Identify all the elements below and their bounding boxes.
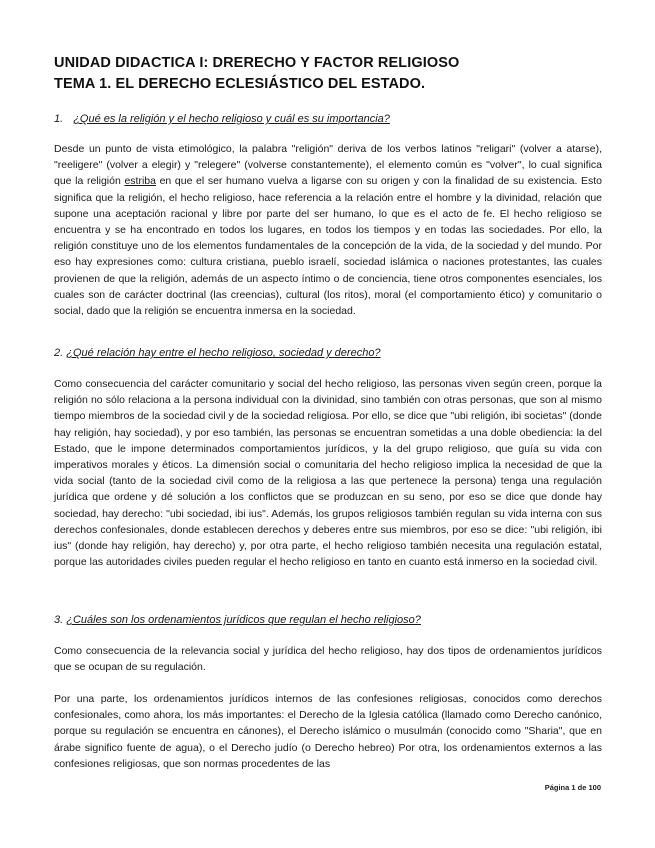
topic-title: TEMA 1. EL DERECHO ECLESIÁSTICO DEL ESTADO. [54,76,426,92]
section-question-1 [54,113,602,125]
paragraph-religion-definition [54,141,602,319]
section-number: 2. [54,347,64,359]
paragraph-legal-orders-intro: Como consecuencia de la relevancia social y jurídica del hecho religioso, hay dos tipos de ordenamientos jurídicos que se ocupan de su regulación. [54,645,602,674]
section-number: 1. [54,113,64,125]
section-number: 3. [54,614,64,626]
underlined-word: estriba [124,175,156,188]
paragraph-society-law: Como consecuencia del carácter comunitario y social del hecho religioso, las personas viven según creen, porque la religión no sólo relaciona a la persona individual con la divinidad, sino también con otras personas, que son al mismo tiempo miembros de la sociedad civil y de la sociedad religiosa. Por ello, se dice que "ubi religión, ibi societas" (donde hay religión, hay sociedad), y por eso también, las personas se encuentran sometidas a una doble obediencia: la del Estado, que le impone determinados comportamientos jurídicos, y la del grupo religioso, que guía su vida con imperativos morales y éticos. La dimensión social o comunitaria del hecho religioso implica la necesidad de que la vida social (tanto de la sociedad civil como de la religiosa a las que pertenece la persona) tenga una regulación jurídica que ordene y dé solución a los conflictos que se produzcan en su seno, por eso se dice que donde hay sociedad, hay derecho: "ubi sociedad, ibi ius". Además, los grupos religiosos también regulan su vida interna con sus derechos confesionales, donde establecen derechos y deberes entre sus miembros, por eso se dice: "ubi religión, ibi ius" (donde hay religión, hay derecho) y, por otra parte, el hecho religioso también necesita una regulación estatal, porque las autoridades civiles pueden regular el hecho religioso en tanto en cuanto está inmerso en la sociedad civil. [54,378,602,569]
paragraph-confessional-law: Por una parte, los ordenamientos jurídicos internos de las confesiones religiosas, conocidos como derechos confesionales, como ahora, los más importantes: el Derecho de la Iglesia católica (llamado como Derecho canónico, porque su regulación se encuentra en cánones), el Derecho islámico o musulmán (conocido como "Sharia", que en árabe significo fuente de agua), o el Derecho judío (o Derecho hebreo) Por otra, los ordenamientos externos a las confesiones religiosas, que son normas procedentes de las [54,693,602,770]
section-question-3 [54,614,602,626]
section-question-text: ¿Qué relación hay entre el hecho religioso, sociedad y derecho? [66,347,381,359]
section-question-2 [54,347,602,359]
paragraph-text: en que el ser humano vuelva a ligarse con su origen y con la finalidad de su existencia. Esto significa que la religión, el hecho religioso, hace referencia a la relación entre el hombre y la divinidad, relación que supone una aceptación racional y libre por parte del ser humano, lo que es el acto de fe. El hecho religioso se encuentra y se ha encontrado en todos los lugares, en todos los tiempos y en todas las sociedades. Por ello, la religión constituye uno de los elementos fundamentales de la concepción de la vida, de la sociedad y del mundo. Por eso hay expresiones como: cultura cristiana, pueblo israelí, sociedad islámica o naciones protestantes, las cuales provienen de que la religión, además de un aspecto íntimo o de conciencia, tiene otros componentes esenciales, los cuales son de carácter doctrinal (las creencias), cultural (los ritos), moral (el comportamiento ético) y comunitario o social, dado que la religión se encuentra inmersa en la sociedad. [54,175,602,318]
section-question-text: ¿Qué es la religión y el hecho religioso y cuál es su importancia? [73,113,390,125]
paragraph-text: Desde un punto de vista etimológico, la palabra "religión" deriva de los verbos latinos "religari" (volver a atarse), "reeligere" (volver a elegir) y "relegere" (volverse constantemente), el elemento común es "volver", lo cual significa que la religión [54,143,602,188]
section-question-text: ¿Cuáles son los ordenamientos jurídicos que regulan el hecho religioso? [66,614,421,626]
page-number: Página 1 de 100 [544,783,601,792]
unit-title: UNIDAD DIDACTICA I: DRERECHO Y FACTOR RELIGIOSO [54,55,460,71]
